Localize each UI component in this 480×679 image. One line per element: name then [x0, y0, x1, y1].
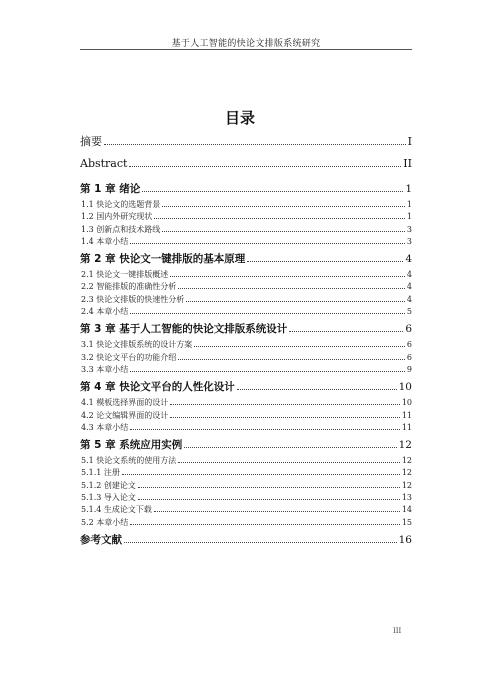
toc-section-label: 2.3 快论文排版的快速性分析	[81, 294, 185, 304]
toc-chapter-label: 第 2 章 快论文一键排版的基本原理	[80, 253, 246, 266]
toc-chapter-page: 6	[405, 323, 412, 336]
toc-section[interactable]	[80, 480, 412, 492]
toc-chapter-page: 1	[405, 183, 412, 195]
toc-chapter-3[interactable]	[80, 321, 412, 336]
toc-section-page: 5	[406, 307, 412, 317]
toc-section[interactable]	[80, 410, 412, 422]
dot-leader	[194, 345, 405, 347]
dot-leader	[237, 388, 397, 390]
toc-entry-abstract-en[interactable]	[80, 157, 412, 172]
dot-leader	[186, 300, 405, 302]
toc-section-label: 1.4 本章小结	[81, 236, 129, 246]
toc-chapter-page: 12	[398, 439, 412, 452]
toc-section-label: 5.1 快论文系统的使用方法	[81, 456, 177, 466]
toc-section[interactable]	[80, 517, 412, 529]
toc-section-page: 1	[406, 200, 412, 209]
toc-section-label: 3.3 本章小结	[81, 364, 129, 374]
toc-section-page: 12	[401, 456, 412, 466]
dot-leader	[162, 205, 405, 207]
toc-section-page: 6	[406, 340, 412, 350]
toc-chapter-label: 第 1 章 绪论	[80, 183, 141, 195]
toc-section-page: 9	[406, 364, 412, 374]
toc-entry-label: 摘要	[80, 135, 102, 148]
toc-section[interactable]	[80, 455, 412, 467]
dot-leader	[170, 275, 405, 277]
table-of-contents	[80, 133, 412, 550]
toc-section[interactable]	[80, 306, 412, 318]
toc-chapter-label: 第 5 章 系统应用实例	[80, 439, 183, 452]
toc-section-label: 1.3 创新点和技术路线	[81, 224, 161, 234]
toc-chapter-label: 参考文献	[80, 533, 122, 546]
dot-leader	[170, 403, 400, 405]
toc-section-page: 4	[406, 294, 412, 304]
toc-section[interactable]	[80, 294, 412, 306]
toc-section-page: 10	[401, 398, 412, 408]
toc-section-label: 4.3 本章小结	[81, 422, 129, 432]
toc-entry-abstract-cn[interactable]	[80, 133, 412, 148]
toc-section[interactable]	[80, 364, 412, 376]
toc-section-label: 4.2 论文编辑界面的设计	[81, 410, 169, 420]
toc-section-label: 2.1 快论文一键排版概述	[81, 270, 169, 280]
toc-chapter-label: 第 4 章 快论文平台的人性化设计	[80, 381, 235, 394]
toc-section[interactable]	[80, 352, 412, 364]
toc-section-page: 4	[406, 282, 412, 292]
toc-section[interactable]	[80, 224, 412, 236]
toc-section[interactable]	[80, 211, 412, 223]
toc-section-page: 4	[406, 270, 412, 280]
toc-section-label: 1.1 快论文的选题背景	[81, 200, 161, 209]
toc-section[interactable]	[80, 199, 412, 211]
toc-chapter-page: 16	[398, 533, 412, 546]
toc-section-label: 1.2 国内外研究现状	[81, 212, 153, 222]
toc-entry-page: I	[407, 135, 412, 148]
dot-leader	[162, 230, 405, 232]
header-rule	[80, 49, 412, 50]
dot-leader	[130, 370, 405, 372]
dot-leader	[154, 217, 405, 219]
toc-entry-label: Abstract	[80, 157, 128, 170]
page-number: III	[393, 627, 402, 635]
toc-section-label: 4.1 模板选择界面的设计	[81, 398, 169, 408]
toc-section-label: 2.2 智能排版的准确性分析	[81, 282, 177, 292]
toc-section-page: 13	[401, 493, 412, 503]
dot-leader	[154, 510, 400, 512]
toc-section-page: 12	[401, 480, 412, 490]
dot-leader	[142, 190, 403, 192]
dot-leader	[130, 428, 400, 430]
dot-leader	[178, 358, 405, 360]
toc-section-label: 3.1 快论文排版系统的设计方案	[81, 340, 193, 350]
toc-section-page: 11	[401, 422, 412, 432]
dot-leader	[124, 541, 397, 543]
dot-leader	[170, 416, 400, 418]
toc-chapter-4[interactable]	[80, 379, 412, 394]
toc-section[interactable]	[80, 339, 412, 351]
toc-section-page: 3	[406, 224, 412, 234]
dot-leader	[104, 143, 406, 145]
dot-leader	[138, 498, 400, 500]
dot-leader	[130, 242, 405, 244]
toc-section-page: 14	[401, 505, 412, 515]
toc-section-page: 11	[401, 410, 412, 420]
dot-leader	[178, 287, 405, 289]
toc-chapter-page: 4	[405, 253, 412, 266]
dot-leader	[247, 260, 403, 262]
toc-chapter-2[interactable]	[80, 251, 412, 266]
toc-section[interactable]	[80, 281, 412, 293]
toc-section-label: 5.1.4 生成论文下载	[81, 505, 152, 515]
dot-leader	[178, 461, 400, 463]
toc-chapter-page: 10	[398, 381, 412, 394]
dot-leader	[130, 312, 405, 314]
toc-section-page: 6	[406, 352, 412, 362]
toc-section-label: 5.1.1 注册	[81, 468, 120, 478]
toc-chapter-label: 第 3 章 基于人工智能的快论文排版系统设计	[80, 323, 288, 336]
toc-section[interactable]	[80, 397, 412, 409]
dot-leader	[138, 486, 400, 488]
toc-title: 目录	[224, 109, 255, 127]
toc-section-page: 3	[406, 236, 412, 246]
toc-section-page: 1	[406, 212, 412, 222]
toc-entry-page: II	[403, 157, 412, 170]
toc-chapter-1[interactable]	[80, 181, 412, 196]
toc-section-page: 12	[401, 468, 412, 478]
dot-leader	[289, 330, 403, 332]
toc-section-label: 2.4 本章小结	[81, 307, 129, 317]
toc-chapter-5[interactable]	[80, 437, 412, 452]
dot-leader	[184, 446, 396, 448]
toc-section-label: 5.2 本章小结	[81, 517, 129, 527]
toc-section-label: 3.2 快论文平台的功能介绍	[81, 352, 177, 362]
toc-section-label: 5.1.3 导入论文	[81, 493, 136, 503]
running-header: 基于人工智能的快论文排版系统研究	[171, 39, 321, 49]
toc-section-label: 5.1.2 创建论文	[81, 480, 136, 490]
toc-section[interactable]	[80, 422, 412, 434]
toc-entry-references[interactable]	[80, 532, 412, 547]
toc-section-page: 15	[401, 517, 412, 527]
toc-section[interactable]	[80, 492, 412, 504]
dot-leader	[129, 165, 401, 167]
toc-section[interactable]	[80, 269, 412, 281]
dot-leader	[130, 523, 400, 525]
dot-leader	[122, 473, 400, 475]
toc-section[interactable]	[80, 236, 412, 248]
toc-section[interactable]	[80, 467, 412, 479]
toc-section[interactable]	[80, 504, 412, 516]
